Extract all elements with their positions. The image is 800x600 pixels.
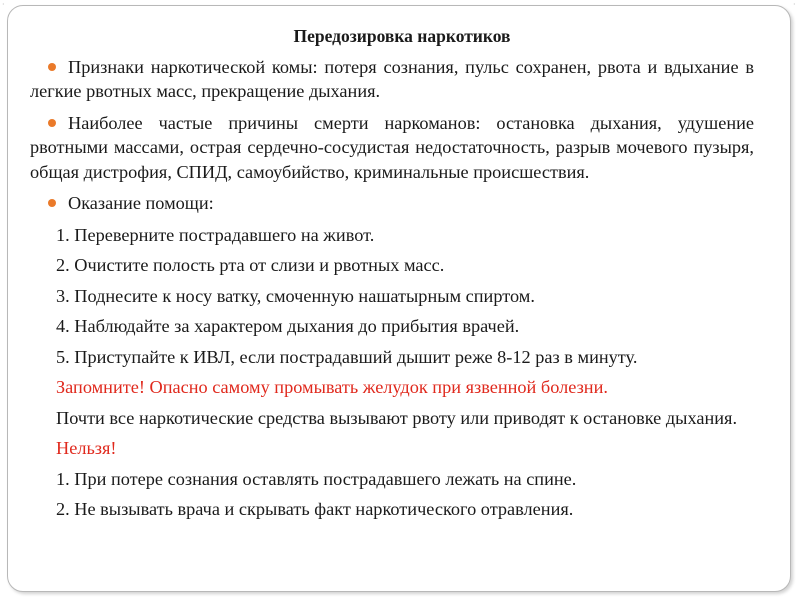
step-item: 4. Наблюдайте за характером дыхания до прибытия врачей.: [56, 316, 520, 336]
bullet-text: Наиболее частые причины смерти наркоманов: остановка дыхания, удушение рвотными массами, острая сердечно-сосудистая недостаточность, разрыв мочевого пузыря, общая дистрофия, СПИД, самоубийство, криминальные происшествия.: [30, 112, 754, 182]
bullet-text: Признаки наркотической комы: потеря сознания, пульс сохранен, рвота и вдыхание в легкие рвотных масс, прекращение дыхания.: [30, 56, 754, 101]
bullet-dot-icon: [48, 199, 56, 207]
warning-text: Запомните! Опасно самому промывать желудок при язвенной болезни.: [56, 377, 608, 397]
slide-title: Передозировка наркотиков: [293, 26, 511, 46]
step-item: 3. Поднесите к носу ватку, смоченную нашатырным спиртом.: [56, 285, 535, 306]
bullet-text: Оказание помощи:: [68, 193, 214, 213]
slide-content: [30, 24, 754, 528]
bullet-item: [30, 111, 754, 185]
bullet-dot-icon: [48, 63, 56, 71]
step-item: 2. Очистите полость рта от слизи и рвотных масс.: [56, 255, 445, 275]
corner-mark: ·: [2, 0, 5, 9]
step-item: 5. Приступайте к ИВЛ, если пострадавший дышит реже 8-12 раз в минуту.: [56, 346, 638, 367]
corner-mark: ·: [793, 0, 796, 9]
note-text: Почти все наркотические средства вызывают рвоту или приводят к остановке дыхания.: [56, 407, 738, 428]
bullet-item: [30, 55, 754, 104]
forbidden-item: 2. Не вызывать врача и скрывать факт наркотического отравления.: [56, 499, 574, 519]
step-item: 1. Переверните пострадавшего на живот.: [56, 224, 375, 245]
bullet-item: [30, 191, 754, 216]
bullet-dot-icon: [48, 119, 56, 127]
forbidden-item: 1. При потере сознания оставлять пострадавшего лежать на спине.: [56, 468, 577, 489]
forbidden-title: Нельзя!: [56, 438, 117, 458]
